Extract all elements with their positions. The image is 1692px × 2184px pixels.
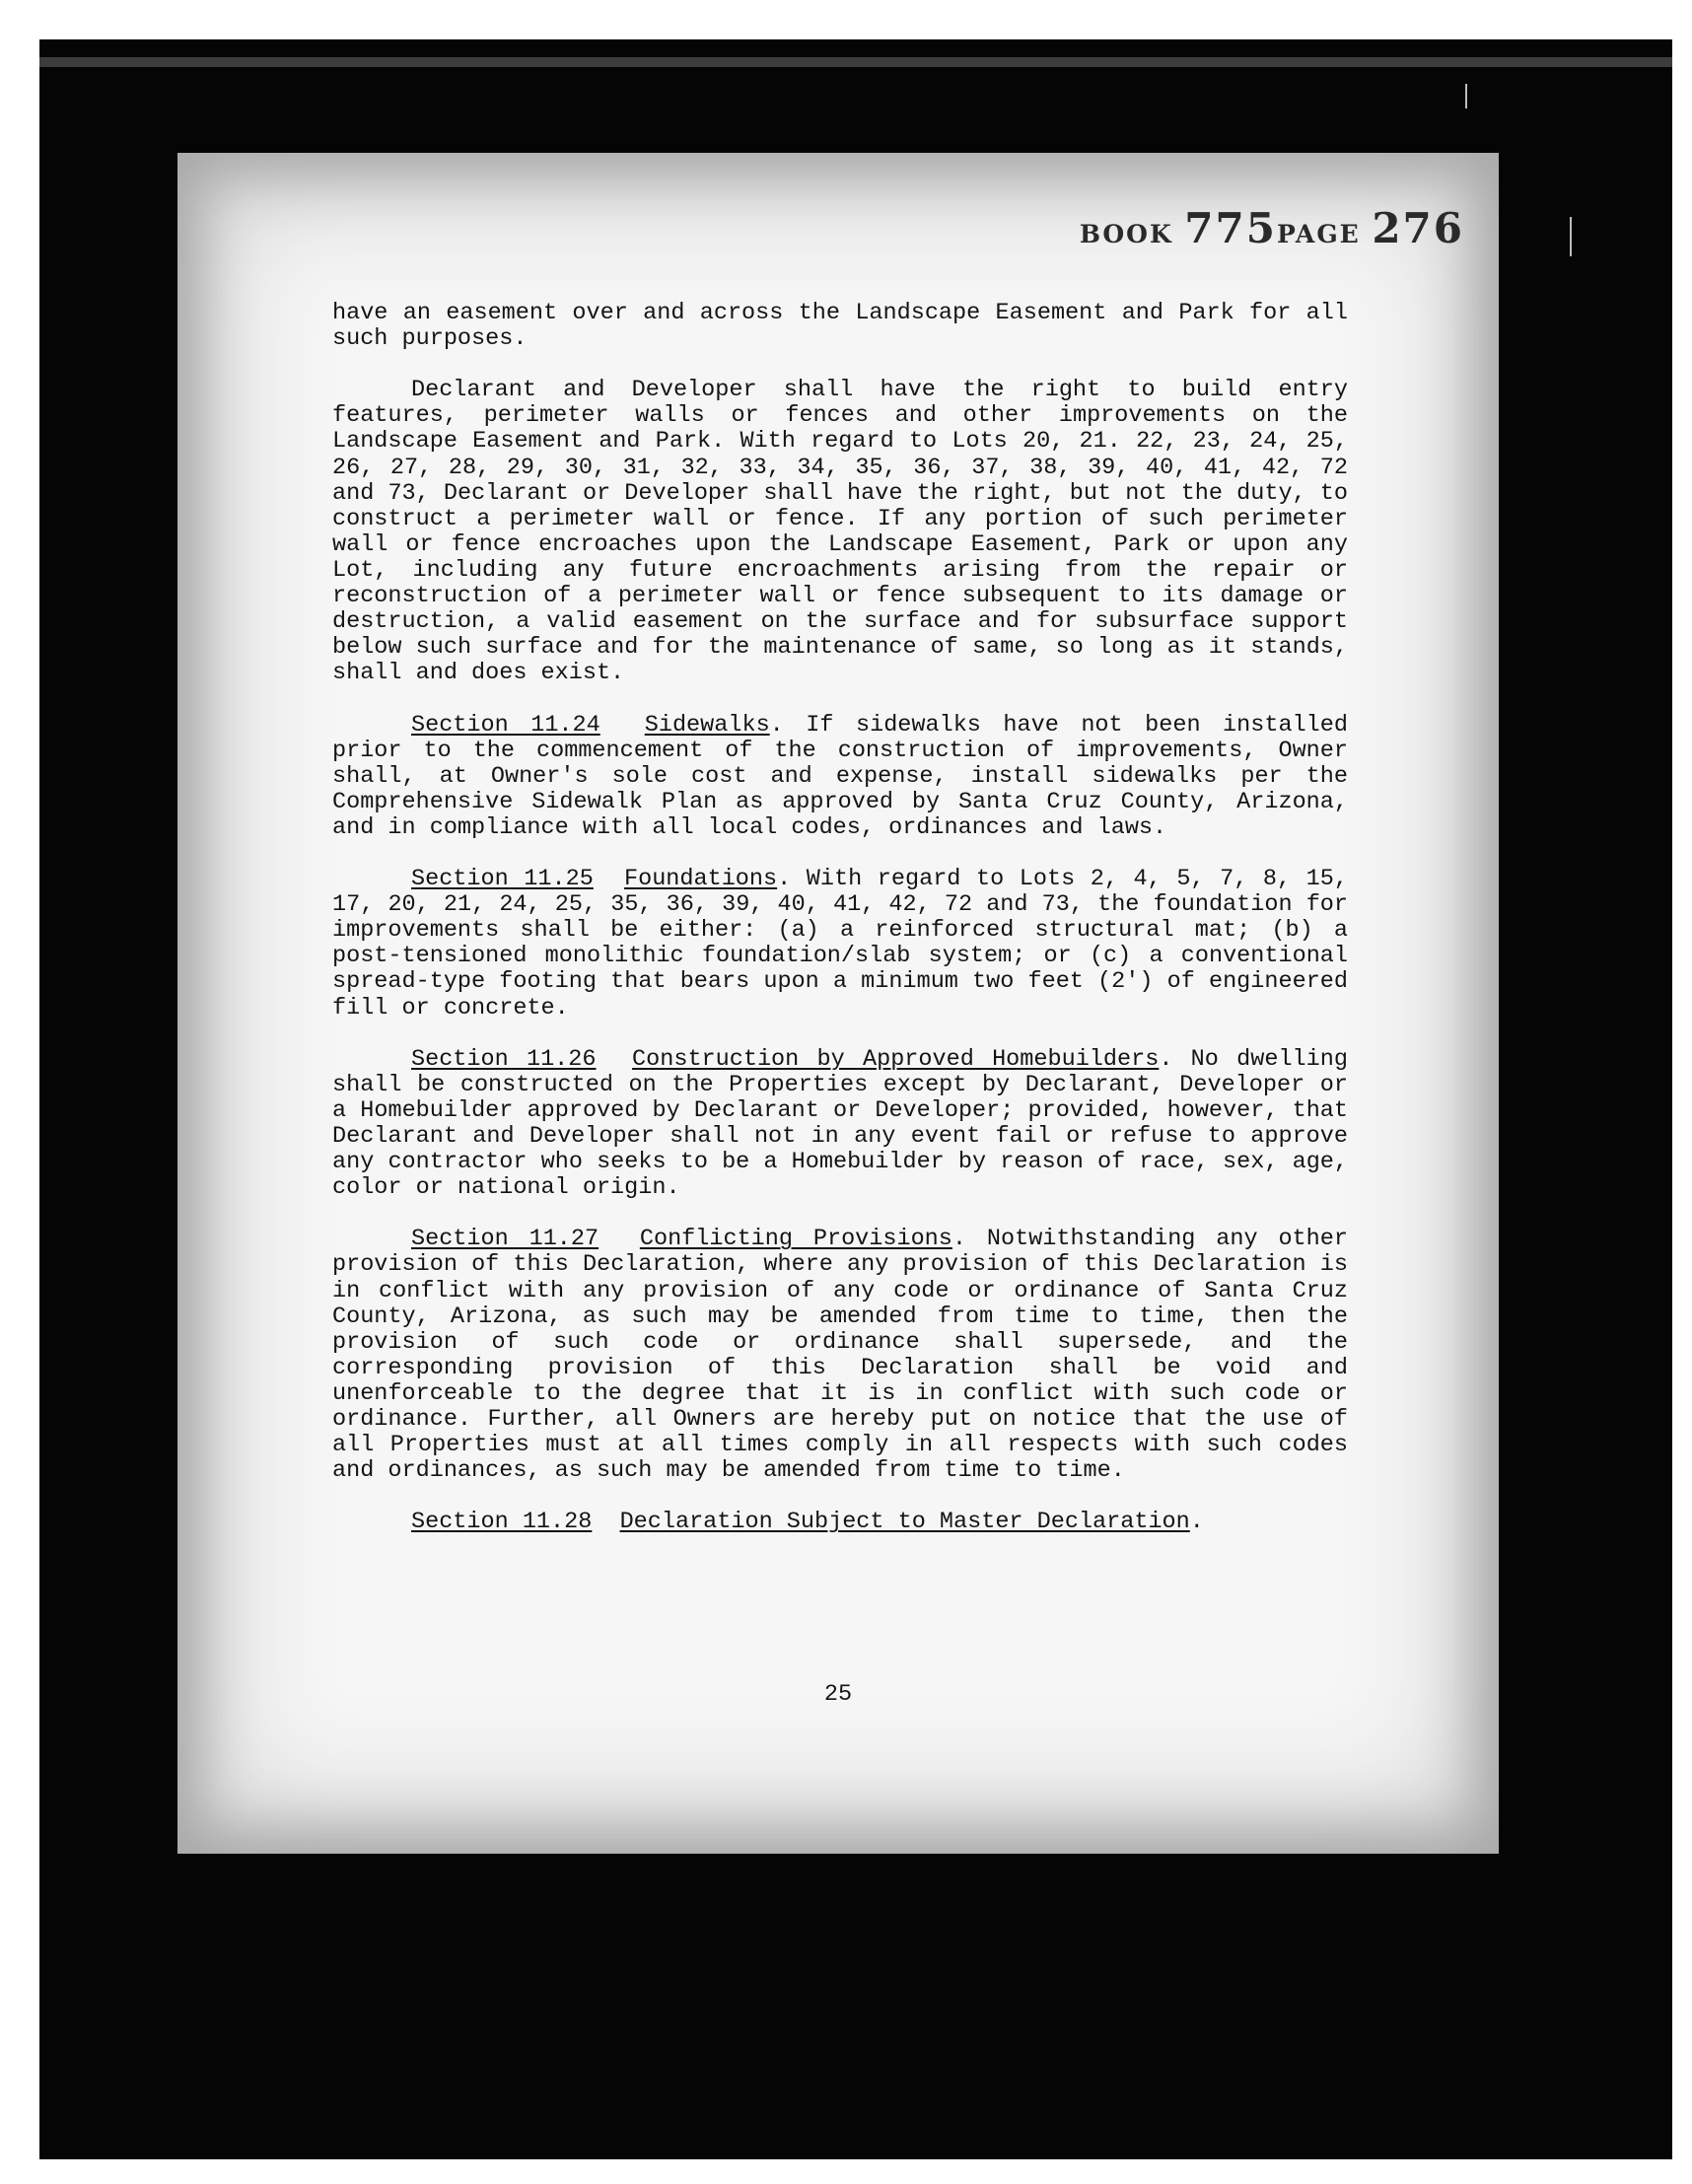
book-label: BOOK <box>1079 220 1173 248</box>
section-title: Sidewalks <box>644 711 770 739</box>
section-title: Conflicting Provisions <box>639 1226 952 1253</box>
section-11-28 <box>332 1510 1348 1535</box>
document-body <box>332 301 1348 1562</box>
section-text: . With regard to Lots 2, 4, 5, 7, 8, 15, 17, 20, 21, 24, 25, 35, 36, 39, 40, 41, 42, 72 and 73, the foundation for improvements shall be either: (a) a reinforced structural mat; (b) a post-tensioned monolithic foundation/slab system; or (c) a conventional spread-type footing that bears upon a minimum two feet (2') of engineered fill or concrete. <box>332 866 1348 1022</box>
document-page <box>177 153 1499 1854</box>
section-title: Declaration Subject to Master Declaration <box>619 1509 1190 1536</box>
section-number: Section 11.28 <box>411 1509 593 1536</box>
scan-artifact-mark <box>1465 84 1467 108</box>
section-title: Construction by Approved Homebuilders <box>632 1045 1160 1073</box>
page-reference-number: 276 <box>1372 204 1464 252</box>
section-11-26 <box>332 1047 1348 1202</box>
section-11-27 <box>332 1227 1348 1484</box>
section-text: . No dwelling shall be constructed on the Properties except by Declarant, Developer or a Homebuilder approved by Declarant or Developer; provided, however, that Declarant and Developer shall not in any event fail or refuse to approve any contractor who seeks to be a Homebuilder by reason of race, sex, age, color or national origin. <box>332 1045 1348 1202</box>
section-text: . Notwithstanding any other provision of this Declaration, where any provision of this Declaration is in conflict with any provision of any code or ordinance of Santa Cruz County, Arizona, as such may be amended from time to time, then the provision of such code or ordinance shall supersede, and the corresponding provision of this Declaration shall be void and unenforceable to the degree that it is in conflict with such code or ordinance. Further, all Owners are hereby put on notice that the use of all Properties must at all times comply in all respects with such codes and ordinances, as such may be amended from time to time. <box>332 1226 1348 1485</box>
book-number: 775 <box>1184 204 1277 252</box>
section-text: . <box>1189 1509 1204 1536</box>
section-text: . If sidewalks have not been installed prior to the commencement of the construction of improvements, Owner shall, at Owner's sole cost and expense, install sidewalks per the Comprehensive Sidewalk Plan as approved by Santa Cruz County, Arizona, and in compliance with all local codes, ordinances and laws. <box>332 711 1348 841</box>
page-footer-number: 25 <box>823 1681 853 1708</box>
paragraph-entry-features: Declarant and Developer shall have the right to build entry features, perimeter walls or fences and other improvements on the Landscape Easement and Park. With regard to Lots 20, 21. 22, 23, 24, 25, 26, 27, 28, 29, 30, 31, 32, 33, 34, 35, 36, 37, 38, 39, 40, 41, 42, 72 and 73, Declarant or Developer shall have the right, but not the duty, to construct a perimeter wall or fence. If any portion of such perimeter wall or fence encroaches upon the Landscape Easement, Park or upon any Lot, including any future encroachments arising from the repair or reconstruction of a perimeter wall or fence subsequent to its damage or destruction, a valid easement on the surface and for subsurface support below such surface and for the maintenance of same, so long as it stands, shall and does exist. <box>332 377 1348 687</box>
book-page-reference <box>1080 204 1464 252</box>
scan-artifact-mark <box>1570 217 1572 256</box>
section-number: Section 11.25 <box>411 866 594 893</box>
paragraph-easement-continuation: have an easement over and across the Landscape Easement and Park for all such purposes. <box>332 300 1348 353</box>
section-number: Section 11.26 <box>411 1045 597 1073</box>
section-11-24 <box>332 713 1348 841</box>
page-label: PAGE <box>1276 220 1361 248</box>
scan-edge-band <box>39 57 1672 67</box>
section-11-25 <box>332 867 1348 1022</box>
section-number: Section 11.27 <box>411 1226 599 1253</box>
section-title: Foundations <box>623 866 778 893</box>
section-number: Section 11.24 <box>411 711 600 739</box>
